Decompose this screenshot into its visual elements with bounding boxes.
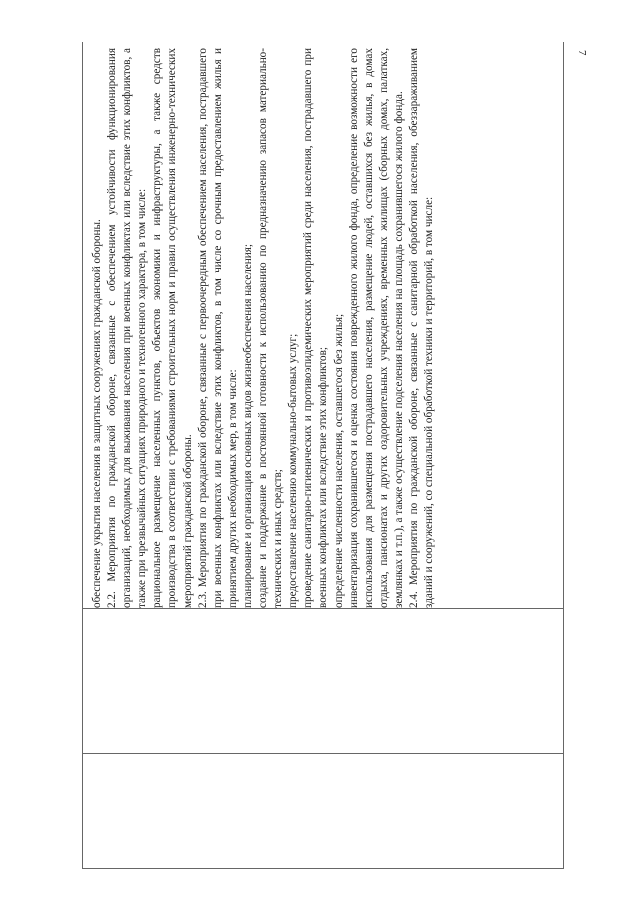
text-line: предоставление населению коммунально-бытовых услуг; [287,333,300,608]
text-line: инвентаризация сохранившегося и оценка состояния поврежденного жилого фонда, определение возможности его использования для размещения пострадавшего населения, размещение людей, оставшихся без жилья, в домах отдыха, пансионатах и других оздоровительных учреждениях, временных жилищах (сборных домах, палатках, землянках и т.п.), а также осуществление подселения населения на площадь сохранившегося жилого фонда. [347,48,405,608]
text-line: рациональное размещение населенных пунктов, объектов экономики и инфраструктуры, а также средств производства в соответствии с требованиями строительных норм и правил осуществления инженерно-технических мероприятий гражданской обороны. [151,48,194,608]
text-line: 2.2. Мероприятия по гражданской обороне, связанные с обеспечением устойчивости функционирования организаций, необходимых для выживания населения при военных конфликтах или вследствие этих конфликтов, а также при чрезвычайных ситуациях природного и техногенного характера, в том числе: [106,48,149,608]
page-number: 7 [576,50,588,56]
text-line: 2.3. Мероприятия по гражданской обороне, связанные с первоочередным обеспечением населения, пострадавшего при военных конфликтах или вследствие этих конфликтов, в том числе со срочным предоставлением жилья и принятием других необходимых мер, в том числе: [196,48,239,608]
rotated-table-content [90,46,560,866]
text-line: определение численности населения, оставшегося без жилья; [332,313,345,608]
text-line: проведение санитарно-гигиенических и противоэпидемических мероприятий среди населения, пострадавшего при военных конфликтах или вследствие этих конфликтов; [302,48,330,608]
text-line: 2.4. Мероприятия по гражданской обороне, связанные с санитарной обработкой населения, обеззараживанием зданий и сооружений, со специальной обработкой техники и территорий, в том числе: [407,48,436,608]
text-line: планирование и организация основных видов жизнеобеспечения населения; [241,244,254,608]
text-line: обеспечение укрытия населения в защитных сооружениях гражданской обороны. [91,219,103,608]
measures-text-cell [90,48,437,608]
text-line: создание и поддержание в постоянной готовности к использованию по предназначению запасов материально-технических и иных средств; [257,48,285,608]
